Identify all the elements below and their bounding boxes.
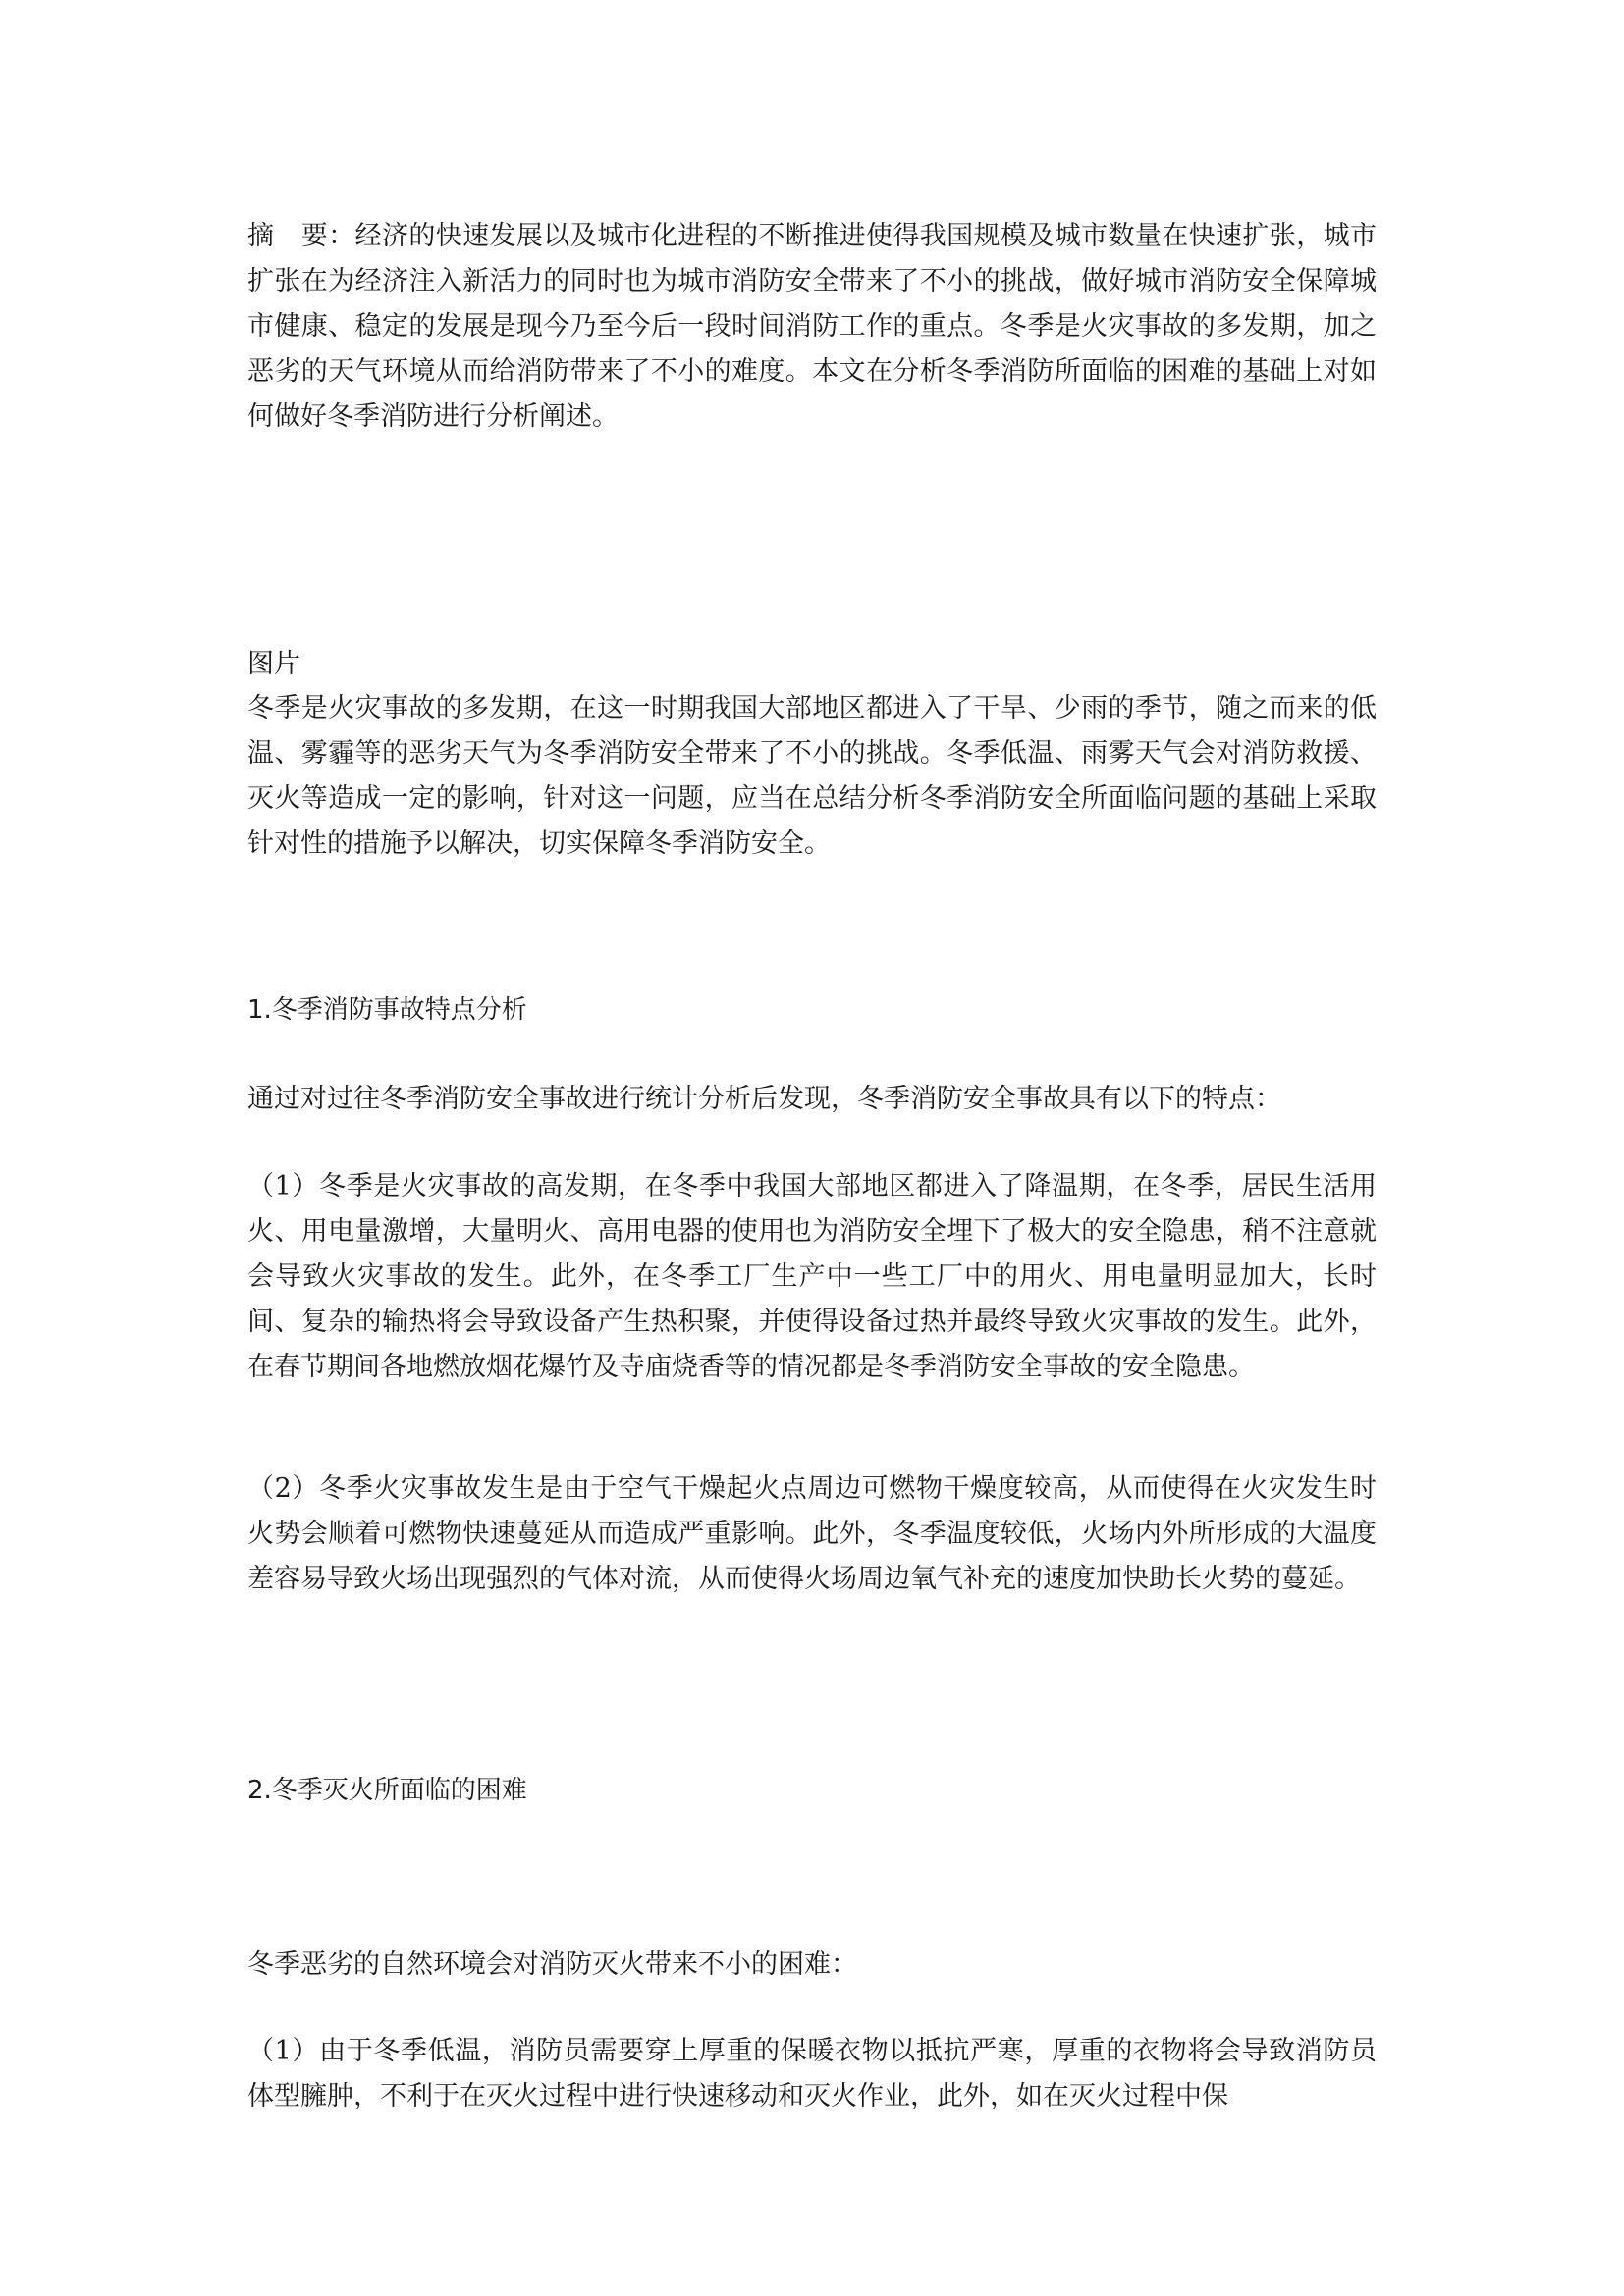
section1-heading: 1.冬季消防事故特点分析	[247, 995, 527, 1025]
section1-lead: 通过对过往冬季消防安全事故进行统计分析后发现，冬季消防安全事故具有以下的特点：	[247, 1084, 1281, 1114]
section2-lead: 冬季恶劣的自然环境会对消防灭火带来不小的困难：	[247, 1949, 857, 1980]
section1-item1: （1）冬季是火灾事故的高发期，在冬季中我国大部地区都进入了降温期，在冬季，居民生活用火、用电量激增，大量明火、高用电器的使用也为消防安全埋下了极大的安全隐患，稍不注意就会导致火灾事故的发生。此外，在冬季工厂生产中一些工厂中的用火、用电量明显加大，长时间、复杂的输热将会导致设备产生热积聚，并使得设备过热并最终导致火灾事故的发生。此外，在春节期间各地燃放烟花爆竹及寺庙烧香等的情况都是冬季消防安全事故的安全隐患。	[247, 1171, 1377, 1382]
intro-paragraph: 冬季是火灾事故的多发期，在这一时期我国大部地区都进入了干旱、少雨的季节，随之而来的低温、雾霾等的恶劣天气为冬季消防安全带来了不小的挑战。冬季低温、雨雾天气会对消防救援、灭火等造成一定的影响，针对这一问题，应当在总结分析冬季消防安全所面临问题的基础上采取针对性的措施予以解决，切实保障冬季消防安全。	[247, 693, 1377, 859]
section1-item2: （2）冬季火灾事故发生是由于空气干燥起火点周边可燃物干燥度较高，从而使得在火灾发生时火势会顺着可燃物快速蔓延从而造成严重影响。此外，冬季温度较低，火场内外所形成的大温度差容易导致火场出现强烈的气体对流，从而使得火场周边氧气补充的速度加快助长火势的蔓延。	[247, 1473, 1377, 1594]
section2-item1: （1）由于冬季低温，消防员需要穿上厚重的保暖衣物以抵抗严寒，厚重的衣物将会导致消防员体型臃肿，不利于在灭火过程中进行快速移动和灭火作业，此外，如在灭火过程中保	[247, 2036, 1377, 2111]
abstract-paragraph: 摘 要：经济的快速发展以及城市化进程的不断推进使得我国规模及城市数量在快速扩张，城市扩张在为经济注入新活力的同时也为城市消防安全带来了不小的挑战，做好城市消防安全保障城市健康、稳定的发展是现今乃至今后一段时间消防工作的重点。冬季是火灾事故的多发期，加之恶劣的天气环境从而给消防带来了不小的难度。本文在分析冬季消防所面临的困难的基础上对如何做好冬季消防进行分析阐述。	[247, 221, 1377, 432]
section2-heading: 2.冬季灭火所面临的困难	[247, 1776, 527, 1805]
image-placeholder-label: 图片	[247, 649, 300, 679]
